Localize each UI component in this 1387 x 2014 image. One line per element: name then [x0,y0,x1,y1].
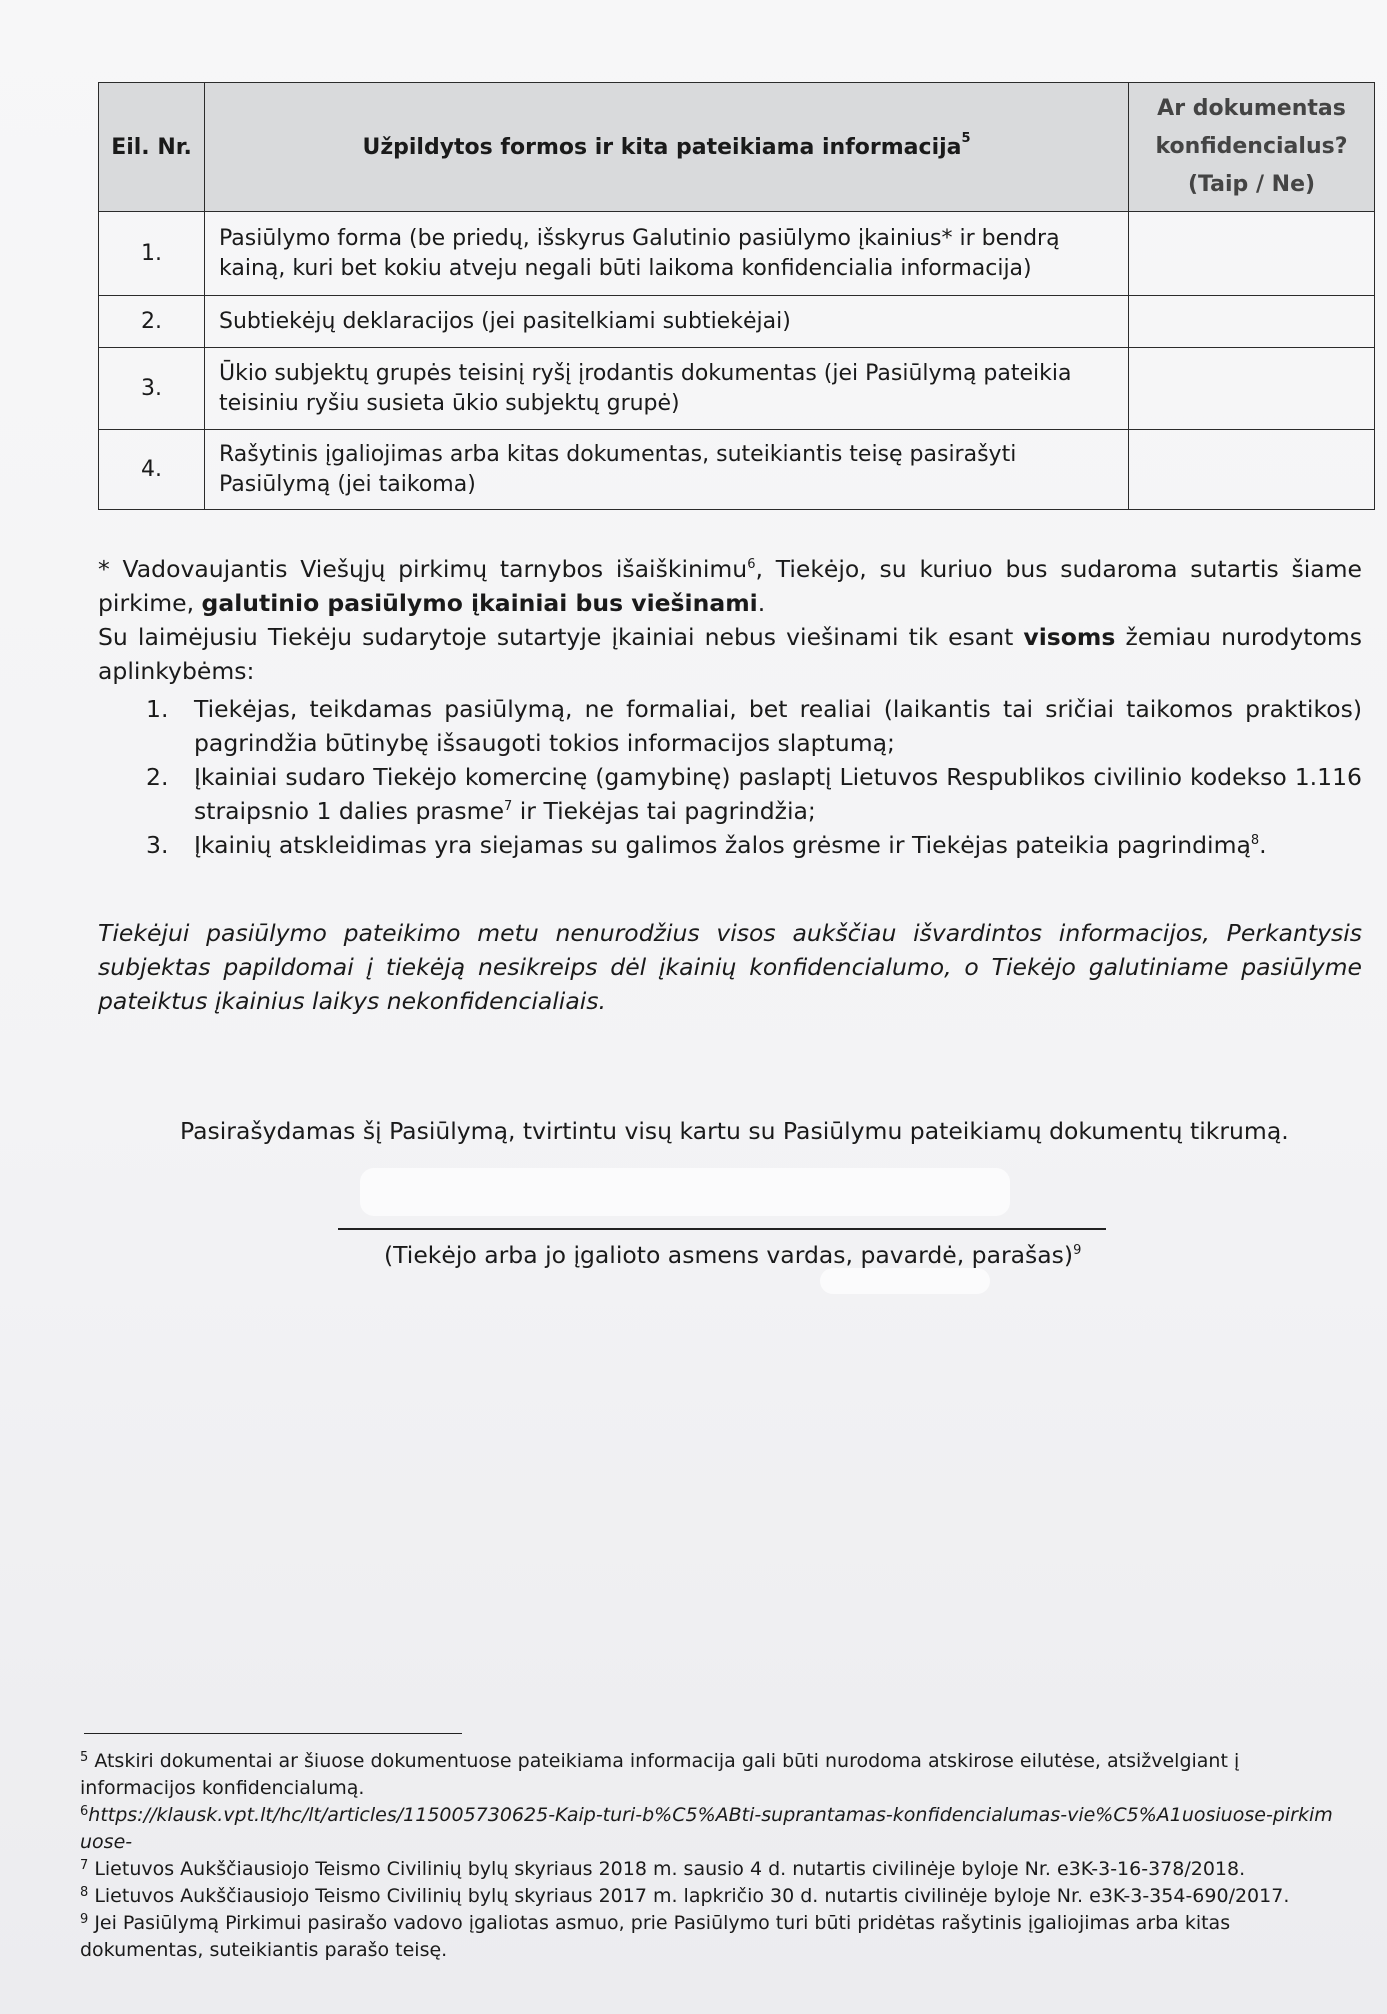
signature-line[interactable] [338,1228,1106,1230]
footnote-divider [84,1733,462,1734]
publication-note-emphasis: galutinio pasiūlymo įkainiai bus viešinami [201,589,758,617]
row-description: Pasiūlymo forma (be priedų, išskyrus Galutinio pasiūlymo įkainius* ir bendrą kainą, kuri bet kokiu atveju negali būti laikoma konfidencialia informacija) [205,212,1129,296]
row-number: 4. [99,430,205,510]
redacted-signature [360,1168,1010,1216]
table-row [99,430,1375,510]
row-description: Ūkio subjektų grupės teisinį ryšį įrodantis dokumentas (jei Pasiūlymą pateikia teisiniu ryšiu susieta ūkio subjektų grupė) [205,348,1129,430]
list-item: 2. Įkainiai sudaro Tiekėjo komercinę (gamybinę) paslaptį Lietuvos Respublikos civilinio kodekso 1.116 straipsnio 1 dalies prasme$^7$ ir Tiekėjas tai pagrindžia; [98,760,1362,828]
row-number: 3. [99,348,205,430]
conditions-list [98,692,1362,862]
footnote-7: $^7$ Lietuvos Aukščiausiojo Teismo Civilinių bylų skyriaus 2018 m. sausio 4 d. nutartis civilinėje byloje Nr. e3K-3-16-378/2018. [80,1858,1246,1880]
confidential-answer-cell[interactable] [1129,430,1375,510]
signature-statement: Pasirašydamas šį Pasiūlymą, tvirtintu visų kartu su Pasiūlymu pateikiamų dokumentų tikrumą. [180,1117,1289,1145]
header-info: Užpildytos formos ir kita pateikiama informacija$^5$ [205,83,1129,212]
list-item-number: 2. [146,763,169,791]
footnote-link[interactable]: https://klausk.vpt.lt/hc/lt/articles/115005730625-Kaip-turi-b%C5%ABti-suprantamas-konfidencialumas-vie%C5%A1uosiuose-pirkimuose- [80,1804,1333,1853]
header-nr: Eil. Nr. [99,83,205,212]
list-item: 3. Įkainių atskleidimas yra siejamas su galimos žalos grėsme ir Tiekėjas pateikia pagrindimą$^8$. [98,828,1362,862]
publication-note: * Vadovaujantis Viešųjų pirkimų tarnybos išaiškinimu$^6$, Tiekėjo, su kuriuo bus sudaroma sutartis šiame pirkime, galutinio pasiūlymo įkainiai bus viešinami. [98,555,1362,617]
footnote-8: $^8$ Lietuvos Aukščiausiojo Teismo Civilinių bylų skyriaus 2017 m. lapkričio 30 d. nutartis civilinėje byloje Nr. e3K-3-354-690/2017. [80,1885,1290,1907]
table-row [99,212,1375,296]
row-description: Rašytinis įgaliojimas arba kitas dokumentas, suteikiantis teisę pasirašyti Pasiūlymą (jei taikoma) [205,430,1129,510]
header-info-footnote-ref: 5 [961,130,971,146]
footnote-6: $^6$https://klausk.vpt.lt/hc/lt/articles/115005730625-Kaip-turi-b%C5%ABti-suprantamas-konfidencialumas-vie%C5%A1uosiuose-pirkimuose- [80,1804,1333,1853]
table-row [99,296,1375,348]
confidential-answer-cell[interactable] [1129,348,1375,430]
table-header-row [99,83,1375,212]
confidentiality-table [98,82,1375,510]
list-item: 1. Tiekėjas, teikdamas pasiūlymą, ne formaliai, bet realiai (laikantis tai sričiai taikomos praktikos) pagrindžia būtinybę išsaugoti tokios informacijos slaptumą; [98,692,1362,760]
row-number: 2. [99,296,205,348]
list-item-number: 1. [146,695,169,723]
header-confidential: Ar dokumentas konfidencialus? (Taip / Ne) [1129,83,1375,212]
footnote-ref-7: 7 [504,799,513,814]
row-description: Subtiekėjų deklaracijos (jei pasitelkiami subtiekėjai) [205,296,1129,348]
footnote-ref-8: 8 [1250,833,1260,848]
footnote-ref-6: 6 [747,557,756,572]
table-row [99,348,1375,430]
footnotes [80,1748,1340,1964]
confidential-answer-cell[interactable] [1129,296,1375,348]
price-publication-section [98,552,1362,862]
footnote-9: $^9$ Jei Pasiūlymą Pirkimui pasirašo vadovo įgaliotas asmuo, prie Pasiūlymo turi būti pridėtas rašytinis įgaliojimas arba kitas dokumentas, suteikiantis parašo teisę. [80,1912,1231,1961]
circumstances-emphasis: visoms [1023,623,1116,651]
row-number: 1. [99,212,205,296]
footnote-5: $^5$ Atskiri dokumentai ar šiuose dokumentuose pateikiama informacija gali būti nurodoma atskirose eilutėse, atsižvelgiant į informacijos konfidencialumą. [80,1750,1240,1799]
confidential-answer-cell[interactable] [1129,212,1375,296]
signature-caption: (Tiekėjo arba jo įgalioto asmens vardas, pavardė, parašas)$^9$ [384,1241,1082,1269]
list-item-number: 3. [146,831,169,859]
footnote-ref-9: 9 [1073,1243,1082,1258]
circumstances-intro: Su laimėjusiu Tiekėju sudarytoje sutartyje įkainiai nebus viešinami tik esant visoms žemiau nurodytoms aplinkybėms: [98,623,1362,685]
nonconfidential-notice: Tiekėjui pasiūlymo pateikimo metu nenurodžius visos aukščiau išvardintos informacijos, Perkantysis subjektas papildomai į tiekėją nesikreips dėl įkainių konfidencialumo, o Tiekėjo galutiniame pasiūlyme pateiktus įkainius laikys nekonfidencialiais. [98,919,1362,1015]
